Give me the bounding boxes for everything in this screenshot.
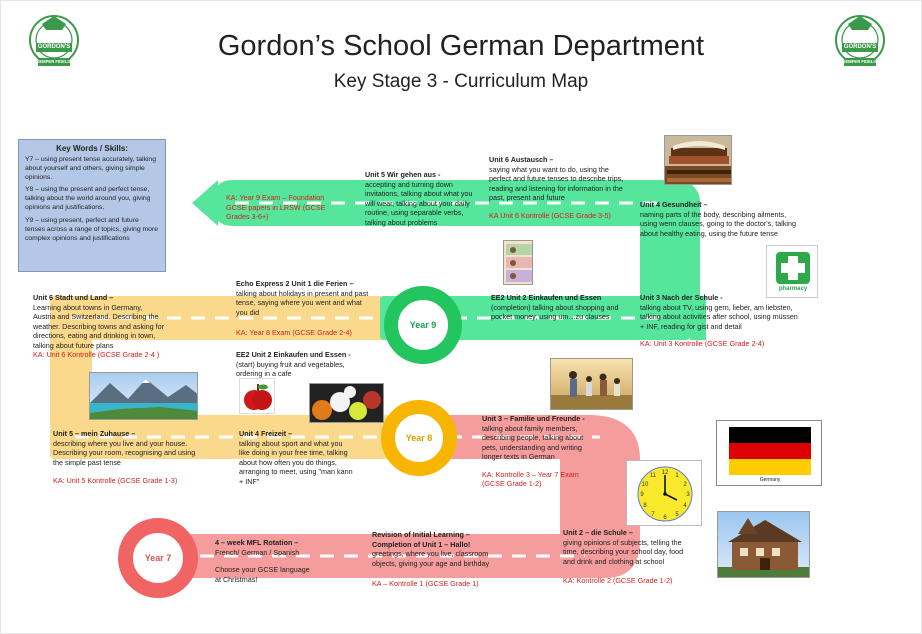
- key-words-box: [18, 139, 166, 272]
- unit-body: naming parts of the body, describing ailments, using wenn clauses, going to the doctor's, talking about healthy eating, using the future tense: [640, 209, 796, 238]
- unit-assessment: KA: Year 9 Exam – Foundation GCSE papers in LRSW (GCSE Grades 3-6+): [226, 193, 326, 221]
- unit-body: describing where you live and your house. Describing your room, recognising and using the simple past tense: [53, 438, 196, 467]
- unit-body: talking about family members, describing people, talking about pets, understanding and writing longer texts in German: [482, 423, 584, 461]
- unit-4-freizeit: [239, 429, 354, 486]
- unit-body: Learning about towns in Germany, Austria and Switzerland. Describing the weather. Describing towns and asking for directions, eating and drinking in town, talking about future plans: [33, 302, 165, 350]
- unit-body: (completion) talking about shopping and pocket money, using um…zu clauses: [491, 302, 619, 321]
- unit-3-nach-der-schule: [640, 293, 798, 349]
- year-9-label: Year 9: [409, 320, 437, 330]
- unit-assessment: KA: Kontrolle 2 (GCSE Grade 1-2): [563, 576, 673, 585]
- apple-image: [239, 378, 275, 414]
- year-8-circle: [381, 400, 457, 476]
- unit-title: 4 – week MFL Rotation –: [215, 538, 299, 547]
- year-7-circle: [118, 518, 198, 598]
- unit-assessment: KA: Kontrolle 3 – Year 7 Exam (GCSE Grade 1-2): [482, 469, 579, 488]
- clock-number: 3: [686, 492, 690, 498]
- mountain-lake-image: [89, 372, 198, 420]
- clock-number: 10: [641, 482, 649, 488]
- unit-body: talking about holidays in present and past tense, saying where you went and what you did: [236, 288, 369, 317]
- clock-number: 4: [683, 503, 687, 509]
- logo-motto: SEMPER FIDELIS: [36, 59, 72, 64]
- clock-number: 7: [651, 512, 655, 518]
- logo-name: GORDON'S: [843, 44, 877, 50]
- family-image: [550, 358, 633, 410]
- clock-number: 5: [675, 512, 679, 518]
- unit-ee2-completion: [491, 293, 623, 322]
- flag-stripe-red: [729, 443, 811, 459]
- unit-assessment: KA: Year 8 Exam (GCSE Grade 2-4): [236, 328, 352, 337]
- unit-title: Unit 2 – die Schule –: [563, 528, 633, 537]
- books-image: [664, 135, 732, 185]
- unit-title: Echo Express 2 Unit 1 die Ferien –: [236, 279, 354, 288]
- unit-title: Unit 6 Austausch –: [489, 155, 554, 164]
- unit-assessment: KA – Kontrolle 1 (GCSE Grade 1): [372, 579, 479, 588]
- unit-body: giving opinions of subjects, telling the time, describing your school day, food and drink and clothing at school: [563, 537, 684, 566]
- key-words-y8: Y8 – using the present and perfect tense, talking about the world around you, giving opinions and justifications.: [25, 186, 151, 212]
- balls-icon: [310, 384, 384, 423]
- unit-ee2-start: [236, 350, 371, 379]
- logo-motto: SEMPER FIDELIS: [842, 59, 878, 64]
- unit-4-gesundheit: [640, 200, 800, 238]
- clock-number: 1: [675, 473, 679, 479]
- key-words-heading: Key Words / Skills:: [56, 144, 128, 153]
- year-7-label: Year 7: [144, 553, 172, 563]
- unit-title: EE2 Unit 2 Einkaufen und Essen -: [236, 350, 351, 359]
- unit-title: Unit 3 Nach der Schule -: [640, 293, 723, 302]
- unit-year-9-exam: [226, 193, 346, 222]
- unit-revision: [372, 530, 497, 589]
- clock-number: 11: [649, 473, 657, 479]
- unit-extra: Choose your GCSE language at Christmas!: [215, 565, 310, 584]
- unit-title: Unit 3 – Familie und Freunde -: [482, 414, 585, 423]
- unit-echo-ferien: [236, 279, 374, 338]
- unit-title: Unit 6 Stadt und Land –: [33, 293, 114, 302]
- unit-2-schule: [563, 528, 691, 586]
- apple-icon: [240, 379, 275, 414]
- clock-number: 12: [661, 470, 669, 476]
- unit-assessment: KA: Unit 5 Kontrolle (GCSE Grade 1-3): [53, 476, 178, 485]
- unit-body: greetings, where you live, classroom objects, giving your age and birthday: [372, 549, 490, 568]
- clock-number: 8: [643, 503, 647, 509]
- unit-title: Unit 4 Gesundheit –: [640, 200, 708, 209]
- page-subtitle: Key Stage 3 - Curriculum Map: [333, 71, 589, 92]
- unit-title: Unit 5 – mein Zuhause –: [53, 429, 136, 438]
- germany-flag-image: [716, 420, 822, 486]
- clock-icon: [627, 461, 702, 526]
- unit-6-austausch: [489, 155, 629, 220]
- unit-assessment: KA Unit 6 Kontrolle (GCSE Grade 3-5): [489, 210, 611, 220]
- flag-stripe-gold: [729, 459, 811, 475]
- unit-5-zuhause: [53, 429, 203, 486]
- house-image: [717, 511, 810, 578]
- year-9-circle: [384, 286, 462, 364]
- unit-title: EE2 Unit 2 Einkaufen und Essen: [491, 293, 602, 302]
- key-words-y9: Y9 – using present, perfect and future tenses across a range of topics, giving more complex opinions and justifications: [25, 216, 158, 242]
- year-8-label: Year 8: [405, 433, 433, 443]
- unit-body: French/ German / Spanish: [215, 547, 300, 557]
- page-title: Gordon’s School German Department: [217, 30, 705, 62]
- unit-title: Unit 4 Freizeit –: [239, 429, 293, 438]
- pharmacy-label: pharmacy: [778, 286, 808, 292]
- unit-title: Unit 5 Wir gehen aus -: [365, 170, 441, 179]
- logo-name: GORDON'S: [37, 44, 71, 50]
- flag-caption: Germany: [759, 477, 781, 483]
- flag-stripe-black: [729, 427, 811, 443]
- unit-body: (start) buying fruit and vegetables, ordering in a cafe: [236, 359, 345, 378]
- unit-5-wir-gehen-aus: [365, 170, 477, 227]
- unit-assessment: KA: Unit 3 Kontrolle (GCSE Grade 2-4): [640, 339, 765, 348]
- key-words-y7: Y7 – using present tense accurately, talking about yourself and others, giving simple opinions.: [25, 156, 156, 181]
- unit-body: saying what you want to do, using the perfect and future tenses to describe trips, reading and listening for information in the past, present and future: [489, 164, 624, 202]
- unit-6-stadt: [33, 293, 165, 360]
- unit-title: Revision of Initial Learning – Completion of Unit 1 – Hallo!: [372, 530, 471, 549]
- unit-body: accepting and turning down invitations, talking about what you will wear, talking about your daily routine, using separable verbs, talking about problems: [365, 179, 473, 227]
- money-image: [503, 240, 533, 285]
- clock-number: 2: [683, 482, 687, 488]
- clock-number: 9: [640, 492, 644, 498]
- unit-body: talking about TV, using gern, lieber, am liebsten, talking about activities after school, using müssen + INF, reading for gist and detail: [640, 302, 798, 331]
- pharmacy-image: [766, 245, 818, 298]
- unit-body: talking about sport and what you like doing in your free time, talking about how often you do things, arranging to meet, using "man kann + INF": [239, 438, 353, 486]
- clock-number: 6: [663, 515, 667, 521]
- unit-mfl-rotation: [215, 538, 335, 584]
- clock-image: [626, 460, 702, 526]
- unit-3-familie: [482, 414, 600, 489]
- unit-assessment: KA: Unit 6 Kontrolle (GCSE Grade 2-4 ): [33, 350, 160, 359]
- sport-balls-image: [309, 383, 384, 423]
